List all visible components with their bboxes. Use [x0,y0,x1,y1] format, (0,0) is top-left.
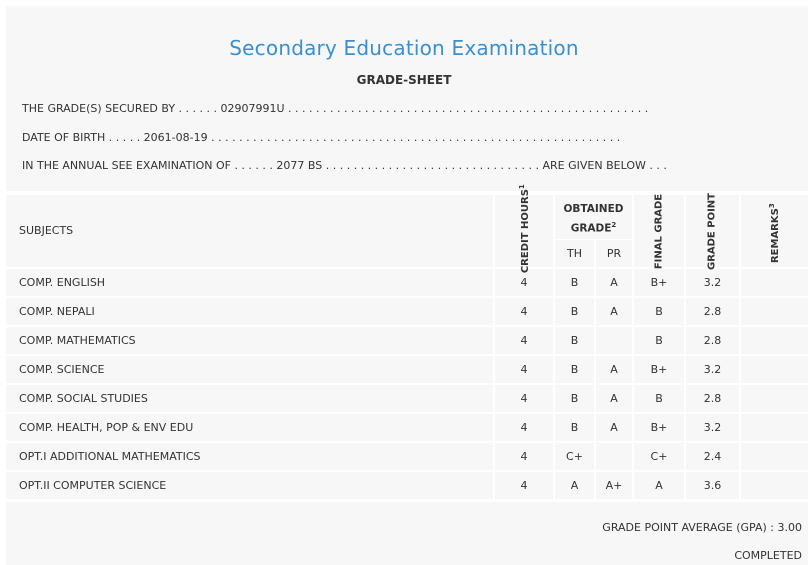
table-cell-credit: 4 [520,421,528,434]
header-grade-point: GRADE POINT [706,193,718,271]
header-remarks: REMARKS$^3$ [767,203,782,264]
table-cell-credit: 4 [520,334,528,347]
row-divider [0,383,808,385]
header-credit-hours: CREDIT HOURS$^1$ [517,184,532,274]
table-cell-subject: OPT.I ADDITIONAL MATHEMATICS [19,450,201,463]
header-obtained-grade: OBTAINED GRADE$^2$ [563,203,624,235]
page-title: Secondary Education Examination [229,36,579,60]
table-cell-th: B [570,392,579,405]
table-cell-th: B [570,305,579,318]
table-cell-final: B [655,392,663,405]
col-divider [739,195,741,499]
table-cell-subject: COMP. MATHEMATICS [19,334,136,347]
table-cell-credit: 4 [520,276,528,289]
table-cell-final: B+ [650,363,668,376]
header-final-grade: FINAL GRADE [653,193,665,270]
row-divider [0,296,808,298]
table-cell-final: B [655,334,663,347]
table-cell-final: C+ [650,450,668,463]
table-cell-point: 3.2 [703,421,722,434]
table-cell-pr: A [610,392,618,405]
table-cell-credit: 4 [520,392,528,405]
table-cell-point: 2.8 [703,334,722,347]
table-cell-pr: A [610,276,618,289]
table-cell-point: 2.8 [703,392,722,405]
table-cell-final: A [655,479,663,492]
table-cell-subject: COMP. SOCIAL STUDIES [19,392,148,405]
table-cell-th: A [570,479,579,492]
table-cell-th: B [570,363,579,376]
table-cell-final: B [655,305,663,318]
table-cell-credit: 4 [520,479,528,492]
table-cell-pr: A [610,421,618,434]
table-cell-subject: COMP. NEPALI [19,305,95,318]
header-pr: PR [606,247,622,260]
table-cell-pr: A+ [605,479,623,492]
header-th: TH [567,247,582,260]
row-divider [0,354,808,356]
table-cell-point: 3.2 [703,276,722,289]
row-divider [0,441,808,443]
table-cell-subject: OPT.II COMPUTER SCIENCE [19,479,167,492]
status-text: COMPLETED [734,549,802,562]
row-divider [0,325,808,327]
table-cell-subject: COMP. ENGLISH [19,276,106,289]
table-cell-credit: 4 [520,305,528,318]
table-cell-th: C+ [566,450,583,463]
table-cell-final: B+ [650,421,668,434]
row-divider [0,470,808,472]
table-cell-point: 3.6 [703,479,722,492]
gpa-summary: GRADE POINT AVERAGE (GPA) : 3.00 [602,521,802,534]
table-cell-point: 2.4 [703,450,722,463]
date-of-birth-line: DATE OF BIRTH . . . . . 2061-08-19 . . . . . . . . . . . . . . . . . . . . . . . . . . . . . . . . . . . . . . . . . . . . . . . . . . . . . . . . . . . [22,131,621,144]
table-cell-final: B+ [650,276,668,289]
table-bottom-separator [0,499,808,502]
table-cell-credit: 4 [520,363,528,376]
table-cell-point: 3.2 [703,363,722,376]
table-cell-pr: A [610,363,618,376]
table-cell-point: 2.8 [703,305,722,318]
table-cell-th: B [570,276,579,289]
row-divider [0,412,808,414]
header-subjects: SUBJECTS [19,224,74,237]
table-cell-th: B [570,421,579,434]
table-cell-subject: COMP. SCIENCE [19,363,105,376]
table-cell-th: B [570,334,579,347]
table-cell-pr: A [610,305,618,318]
info-table-separator [0,191,808,195]
row-divider [0,267,808,269]
table-cell-subject: COMP. HEALTH, POP & ENV EDU [19,421,194,434]
row-divider [553,239,634,240]
secured-by-line: THE GRADE(S) SECURED BY . . . . . . 02907991U . . . . . . . . . . . . . . . . . . . . . . . . . . . . . . . . . . . . . . . . . . . . . . . . . . . . [22,102,649,115]
table-cell-credit: 4 [520,450,528,463]
page-subtitle: GRADE-SHEET [356,73,452,87]
exam-line: IN THE ANNUAL SEE EXAMINATION OF . . . . . . 2077 BS . . . . . . . . . . . . . . . . . . . . . . . . . . . . . . . ARE GIVEN BELOW . . . [22,159,667,172]
